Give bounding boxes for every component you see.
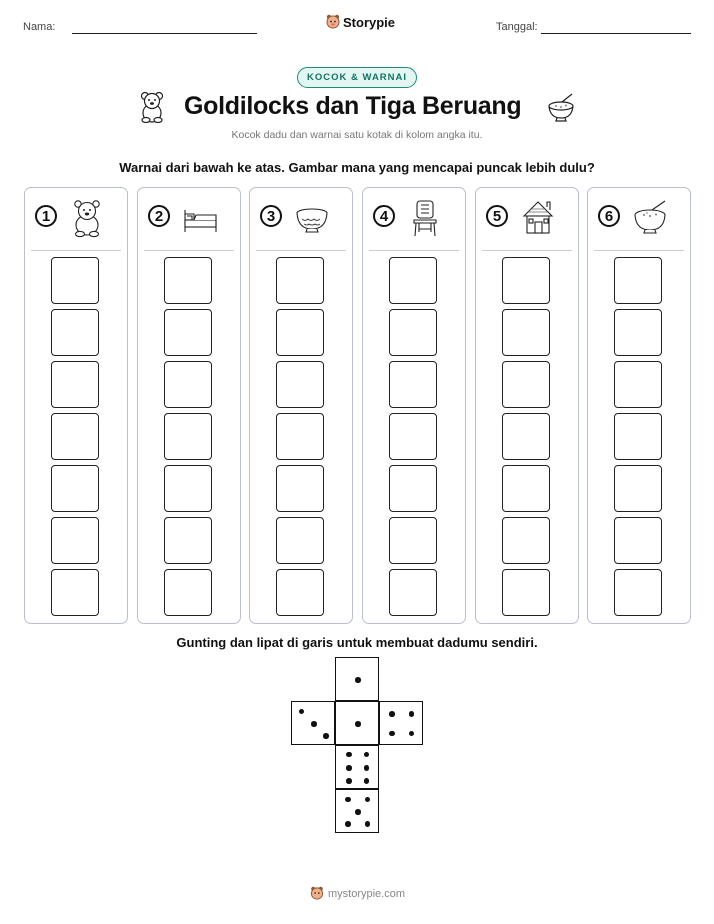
column-number: 2 <box>148 205 170 227</box>
page-title: Goldilocks dan Tiga Beruang <box>184 92 522 120</box>
color-box[interactable] <box>276 465 324 512</box>
storypie-mascot-icon <box>326 14 340 30</box>
dice-pip <box>355 721 361 727</box>
column-4 <box>362 187 466 624</box>
column-number: 3 <box>260 205 282 227</box>
column-3 <box>249 187 353 624</box>
column-number: 5 <box>486 205 508 227</box>
color-box[interactable] <box>389 465 437 512</box>
color-box[interactable] <box>164 309 212 356</box>
color-box[interactable] <box>389 309 437 356</box>
bed-icon <box>182 198 218 238</box>
color-box[interactable] <box>276 569 324 616</box>
dice-face-4 <box>379 701 423 745</box>
dice-pip <box>365 797 371 803</box>
footer <box>310 886 405 901</box>
color-box[interactable] <box>502 517 550 564</box>
column-divider <box>31 250 121 251</box>
dice-pip <box>355 677 361 683</box>
color-box[interactable] <box>51 517 99 564</box>
bear-title-icon <box>138 91 166 123</box>
color-box[interactable] <box>276 309 324 356</box>
dice-pip <box>365 821 371 827</box>
color-box[interactable] <box>614 413 662 460</box>
color-box[interactable] <box>164 569 212 616</box>
column-divider <box>369 250 459 251</box>
color-box[interactable] <box>164 517 212 564</box>
color-box[interactable] <box>502 309 550 356</box>
color-box[interactable] <box>276 257 324 304</box>
page-subtitle: Kocok dadu dan warnai satu kotak di kolom angka itu. <box>231 129 483 141</box>
dice-face-1 <box>335 657 379 701</box>
dice-pip <box>409 731 415 737</box>
color-box[interactable] <box>164 361 212 408</box>
column-divider <box>594 250 684 251</box>
color-box[interactable] <box>614 257 662 304</box>
dice-pip <box>355 809 361 815</box>
column-divider <box>256 250 346 251</box>
dice-pip <box>364 765 370 771</box>
storypie-footer-icon <box>310 886 324 901</box>
column-1 <box>24 187 128 624</box>
coloring-instruction: Warnai dari bawah ke atas. Gambar mana yang mencapai puncak lebih dulu? <box>119 160 595 175</box>
dice-instruction: Gunting dan lipat di garis untuk membuat dadumu sendiri. <box>176 635 538 650</box>
column-divider <box>144 250 234 251</box>
color-box[interactable] <box>502 569 550 616</box>
dice-face-5 <box>335 789 379 833</box>
dice-pip <box>345 821 351 827</box>
cottage-icon <box>520 198 556 238</box>
column-divider <box>482 250 572 251</box>
column-2 <box>137 187 241 624</box>
color-box[interactable] <box>502 465 550 512</box>
column-6 <box>587 187 691 624</box>
dice-pip <box>364 752 370 758</box>
color-box[interactable] <box>164 465 212 512</box>
dice-pip <box>364 778 370 784</box>
dice-face-6 <box>335 745 379 789</box>
dice-face-3 <box>291 701 335 745</box>
color-box[interactable] <box>614 309 662 356</box>
dice-face-1 <box>335 701 379 745</box>
dice-pip <box>345 797 351 803</box>
column-number: 6 <box>598 205 620 227</box>
footer-url[interactable]: mystorypie.com <box>328 887 406 900</box>
dice-pip <box>299 709 305 715</box>
dice-pip <box>323 733 329 739</box>
color-box[interactable] <box>502 413 550 460</box>
dice-pip <box>311 721 317 727</box>
color-box[interactable] <box>614 361 662 408</box>
color-box[interactable] <box>614 517 662 564</box>
date-label: Tanggal: <box>496 21 538 33</box>
date-field-line[interactable] <box>541 33 691 34</box>
color-box[interactable] <box>51 257 99 304</box>
brand-name: Storypie <box>343 14 396 30</box>
column-5 <box>475 187 579 624</box>
color-box[interactable] <box>51 361 99 408</box>
column-number: 1 <box>35 205 57 227</box>
name-field-line[interactable] <box>72 33 257 34</box>
dice-pip <box>346 752 352 758</box>
color-box[interactable] <box>276 413 324 460</box>
column-number: 4 <box>373 205 395 227</box>
dice-pip <box>409 711 415 717</box>
color-box[interactable] <box>389 413 437 460</box>
bear-icon <box>69 198 105 238</box>
color-box[interactable] <box>51 309 99 356</box>
color-box[interactable] <box>614 569 662 616</box>
color-box[interactable] <box>276 517 324 564</box>
chair-icon <box>407 198 443 238</box>
activity-badge: KOCOK & WARNAI <box>297 67 417 88</box>
porridge-bowl-icon <box>632 198 668 238</box>
color-box[interactable] <box>51 465 99 512</box>
brand-logo <box>326 14 395 30</box>
color-box[interactable] <box>614 465 662 512</box>
color-box[interactable] <box>164 257 212 304</box>
color-box[interactable] <box>164 413 212 460</box>
dice-pip <box>346 765 352 771</box>
color-box[interactable] <box>389 257 437 304</box>
dice-pip <box>389 731 395 737</box>
bowl-icon <box>294 198 330 238</box>
color-box[interactable] <box>502 361 550 408</box>
color-box[interactable] <box>51 413 99 460</box>
color-box[interactable] <box>276 361 324 408</box>
color-box[interactable] <box>389 569 437 616</box>
color-box[interactable] <box>502 257 550 304</box>
porridge-title-icon <box>546 92 576 122</box>
color-box[interactable] <box>389 517 437 564</box>
dice-pip <box>389 711 395 717</box>
name-label: Nama: <box>23 21 56 33</box>
dice-pip <box>346 778 352 784</box>
color-box[interactable] <box>51 569 99 616</box>
color-box[interactable] <box>389 361 437 408</box>
